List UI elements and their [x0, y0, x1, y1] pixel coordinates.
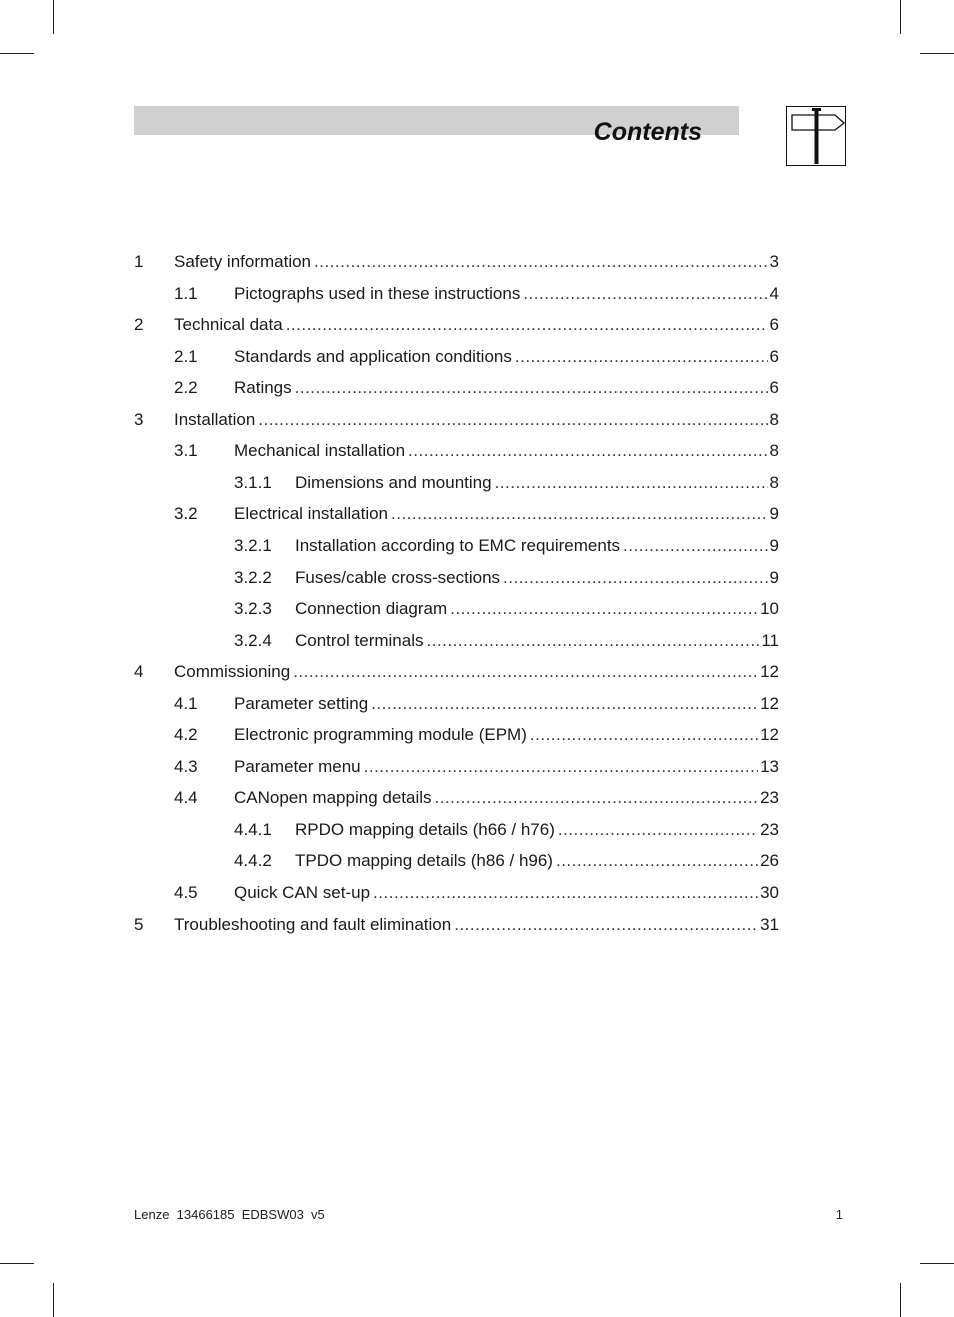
- toc-entry[interactable]: [234, 819, 779, 841]
- toc-entry-title: TPDO mapping details (h86 / h96): [295, 851, 553, 870]
- toc-entry-title: Safety information: [174, 252, 312, 271]
- toc-entry-page: 26: [760, 851, 779, 870]
- dot-leader: [623, 535, 767, 557]
- toc-entry-title: Electrical installation: [234, 504, 389, 523]
- toc-entry-page: 8: [769, 441, 779, 460]
- dot-leader: [286, 314, 768, 336]
- dot-leader: [523, 283, 767, 305]
- toc-entry-number: 3.2.4: [234, 631, 272, 650]
- toc-entry[interactable]: [134, 251, 779, 273]
- dot-leader: [314, 251, 768, 273]
- crop-mark: [900, 0, 901, 34]
- toc-entry[interactable]: [174, 346, 779, 368]
- toc-entry-title: Standards and application conditions: [234, 347, 512, 366]
- page-title: Contents: [593, 118, 702, 146]
- toc-entry[interactable]: [174, 283, 779, 305]
- dot-leader: [515, 346, 768, 368]
- toc-entry[interactable]: [174, 756, 779, 778]
- toc-entry-title: Parameter setting: [234, 694, 369, 713]
- toc-entry-title: RPDO mapping details (h66 / h76): [295, 820, 555, 839]
- toc-entry-title: Ratings: [234, 378, 292, 397]
- toc-entry-title: Connection diagram: [295, 599, 448, 618]
- dot-leader: [391, 503, 768, 525]
- toc-entry-page: 12: [760, 725, 779, 744]
- toc-entry-page: 12: [760, 694, 779, 713]
- toc-entry[interactable]: [234, 850, 779, 872]
- crop-mark: [920, 1263, 954, 1264]
- toc-entry[interactable]: [174, 882, 779, 904]
- toc-entry[interactable]: [234, 567, 779, 589]
- toc-entry-title: Technical data: [174, 315, 283, 334]
- toc-entry[interactable]: [134, 661, 779, 683]
- crop-mark: [53, 1283, 54, 1317]
- toc-entry[interactable]: [234, 630, 779, 652]
- toc-entry[interactable]: [234, 472, 779, 494]
- toc-entry-title: Dimensions and mounting: [295, 473, 492, 492]
- toc-entry-page: 12: [760, 662, 779, 681]
- toc-entry-page: 6: [769, 347, 779, 366]
- toc-entry-page: 23: [760, 820, 779, 839]
- toc-entry-page: 3: [769, 252, 779, 271]
- toc-entry-page: 9: [769, 504, 779, 523]
- footer-page-number: 1: [835, 1207, 843, 1222]
- toc-entry-number: 4.1: [174, 694, 198, 713]
- toc-entry-page: 9: [769, 536, 779, 555]
- toc-entry-number: 4.4.2: [234, 851, 272, 870]
- dot-leader: [371, 693, 758, 715]
- dot-leader: [293, 661, 758, 683]
- toc-entry[interactable]: [134, 914, 779, 936]
- crop-mark: [0, 53, 34, 54]
- toc-entry-number: 1.1: [174, 284, 198, 303]
- toc-entry-title: Pictographs used in these instructions: [234, 284, 521, 303]
- toc-entry-number: 4.4.1: [234, 820, 272, 839]
- toc-entry-number: 3.2.1: [234, 536, 272, 555]
- dot-leader: [558, 819, 758, 841]
- crop-mark: [0, 1263, 34, 1264]
- dot-leader: [364, 756, 758, 778]
- dot-leader: [295, 377, 768, 399]
- toc-entry-number: 3.1.1: [234, 473, 272, 492]
- toc-entry-title: Installation according to EMC requirements: [295, 536, 621, 555]
- toc-entry-title: Fuses/cable cross-sections: [295, 568, 501, 587]
- toc-entry-page: 30: [760, 883, 779, 902]
- toc-entry-page: 23: [760, 788, 779, 807]
- dot-leader: [427, 630, 760, 652]
- dot-leader: [408, 440, 767, 462]
- toc-entry[interactable]: [134, 409, 779, 431]
- dot-leader: [556, 850, 758, 872]
- toc-entry-number: 3.2.2: [234, 568, 272, 587]
- toc-entry-title: Commissioning: [174, 662, 291, 681]
- toc-entry-page: 8: [769, 410, 779, 429]
- crop-mark: [920, 53, 954, 54]
- toc-entry-title: Installation: [174, 410, 256, 429]
- toc-entry[interactable]: [174, 787, 779, 809]
- toc-entry-page: 31: [760, 915, 779, 934]
- toc-entry-page: 11: [761, 631, 779, 650]
- toc-entry[interactable]: [234, 598, 779, 620]
- toc-entry-page: 8: [769, 473, 779, 492]
- toc-entry-title: Mechanical installation: [234, 441, 406, 460]
- toc-entry-number: 4.5: [174, 883, 198, 902]
- toc-entry-number: 3.2.3: [234, 599, 272, 618]
- dot-leader: [450, 598, 758, 620]
- toc-entry[interactable]: [174, 693, 779, 715]
- footer-document-id: Lenze 13466185 EDBSW03 v5: [134, 1207, 325, 1222]
- toc-entry-number: 5: [134, 915, 144, 934]
- dot-leader: [373, 882, 758, 904]
- toc-entry-title: Quick CAN set-up: [234, 883, 371, 902]
- toc-entry[interactable]: [174, 503, 779, 525]
- toc-entry[interactable]: [134, 314, 779, 336]
- toc-entry-number: 2: [134, 315, 144, 334]
- toc-entry-page: 6: [769, 378, 779, 397]
- toc-entry-page: 10: [760, 599, 779, 618]
- toc-entry[interactable]: [174, 440, 779, 462]
- toc-entry-number: 4.4: [174, 788, 198, 807]
- dot-leader: [258, 409, 767, 431]
- dot-leader: [503, 567, 768, 589]
- toc-entry-number: 3.1: [174, 441, 198, 460]
- toc-entry-number: 4.2: [174, 725, 198, 744]
- toc-entry-number: 3: [134, 410, 144, 429]
- crop-mark: [53, 0, 54, 34]
- toc-entry-title: Electronic programming module (EPM): [234, 725, 527, 744]
- toc-entry-number: 2.1: [174, 347, 198, 366]
- signpost-icon: [786, 106, 846, 166]
- toc-entry-page: 13: [760, 757, 779, 776]
- toc-entry-title: Troubleshooting and fault elimination: [174, 915, 452, 934]
- crop-mark: [900, 1283, 901, 1317]
- toc-entry-title: CANopen mapping details: [234, 788, 432, 807]
- toc-entry-number: 3.2: [174, 504, 198, 523]
- dot-leader: [495, 472, 768, 494]
- toc-entry-title: Parameter menu: [234, 757, 361, 776]
- toc-entry-number: 4.3: [174, 757, 198, 776]
- toc-entry[interactable]: [174, 724, 779, 746]
- toc-entry-number: 4: [134, 662, 144, 681]
- dot-leader: [454, 914, 758, 936]
- toc-entry-page: 6: [769, 315, 779, 334]
- toc-entry[interactable]: [234, 535, 779, 557]
- toc-entry-number: 2.2: [174, 378, 198, 397]
- toc-entry[interactable]: [174, 377, 779, 399]
- toc-entry-page: 4: [769, 284, 779, 303]
- toc-entry-page: 9: [769, 568, 779, 587]
- toc-entry-number: 1: [134, 252, 144, 271]
- dot-leader: [530, 724, 758, 746]
- toc-entry-title: Control terminals: [295, 631, 424, 650]
- dot-leader: [435, 787, 759, 809]
